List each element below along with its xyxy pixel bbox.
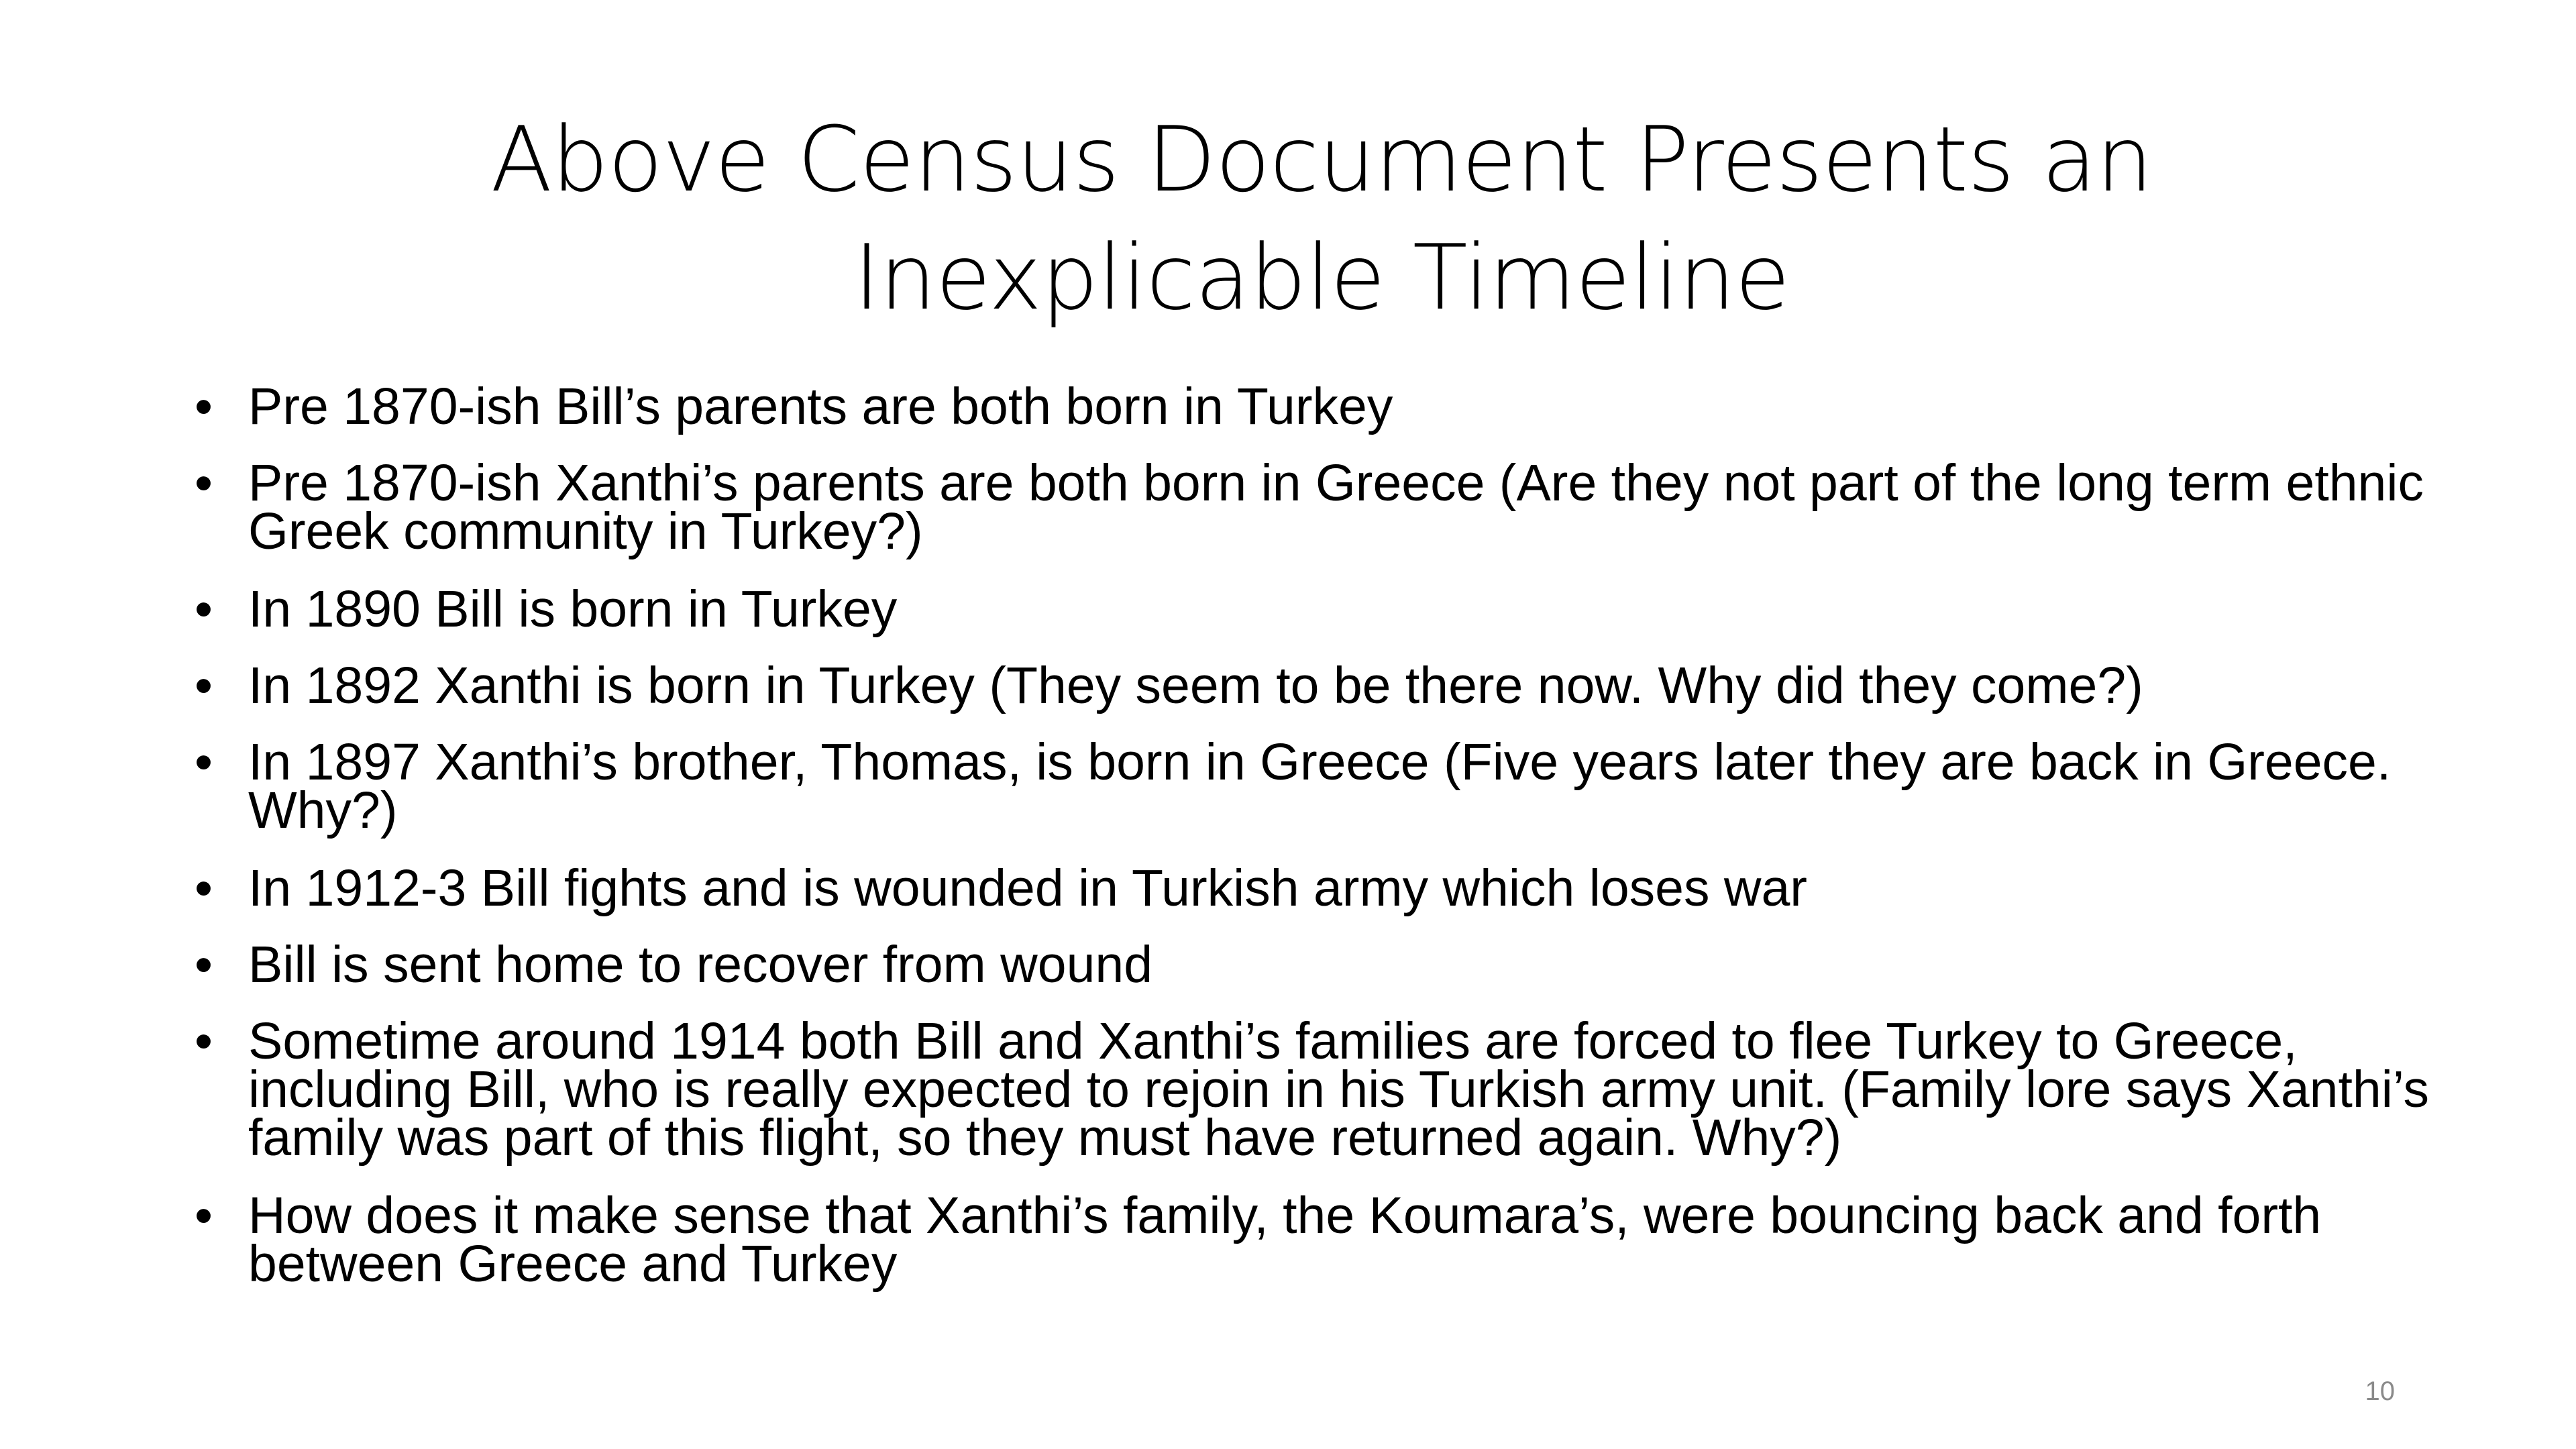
- bullet-item: [195, 733, 2449, 839]
- bullet-text: In 1892 Xanthi is born in Turkey (They seem to be there now. Why did they come?): [248, 657, 2143, 714]
- bullet-text: In 1890 Bill is born in Turkey: [248, 580, 898, 638]
- bullet-text: In 1897 Xanthi’s brother, Thomas, is born in Greece (Five years later they are back in Greece. Why?): [248, 733, 2392, 839]
- bullet-text: Bill is sent home to recover from wound: [248, 936, 1153, 994]
- bullet-icon: •: [195, 378, 213, 435]
- title-line-2: Inexplicable Timeline: [853, 225, 1790, 330]
- bullet-item: [195, 378, 2449, 435]
- bullet-text: Pre 1870-ish Bill’s parents are both born in Turkey: [248, 378, 1393, 435]
- slide-title: [268, 101, 2375, 337]
- bullet-icon: •: [195, 859, 213, 917]
- bullet-text: Pre 1870-ish Xanthi’s parents are both born in Greece (Are they not part of the long term ethnic Greek community in Turkey?): [248, 454, 2424, 560]
- bullet-icon: •: [195, 580, 213, 638]
- bullet-item: [195, 454, 2449, 560]
- bullet-item: [195, 1012, 2449, 1167]
- bullet-item: [195, 657, 2449, 714]
- bullet-icon: •: [195, 657, 213, 714]
- bullet-item: [195, 936, 2449, 994]
- page-number: 10: [2365, 1377, 2395, 1406]
- bullet-item: [195, 859, 2449, 917]
- bullet-text: How does it make sense that Xanthi’s family, the Koumara’s, were bouncing back and forth between Greece and Turkey: [248, 1187, 2322, 1293]
- bullet-item: [195, 580, 2449, 638]
- bullet-icon: •: [195, 454, 213, 512]
- bullet-icon: •: [195, 1187, 213, 1244]
- title-line-1: Above Census Document Presents an: [490, 107, 2153, 212]
- bullet-text: In 1912-3 Bill fights and is wounded in Turkish army which loses war: [248, 859, 1807, 917]
- bullet-text: Sometime around 1914 both Bill and Xanthi’s families are forced to flee Turkey to Greece, including Bill, who is really expected to rejoin in his Turkish army unit. (Family lore says Xanthi’s family was part of this flight, so they must have returned again. Why?): [248, 1012, 2430, 1167]
- bullet-icon: •: [195, 1012, 213, 1070]
- bullet-list: [195, 378, 2449, 1316]
- bullet-icon: •: [195, 936, 213, 994]
- bullet-icon: •: [195, 733, 213, 791]
- bullet-item: [195, 1187, 2449, 1293]
